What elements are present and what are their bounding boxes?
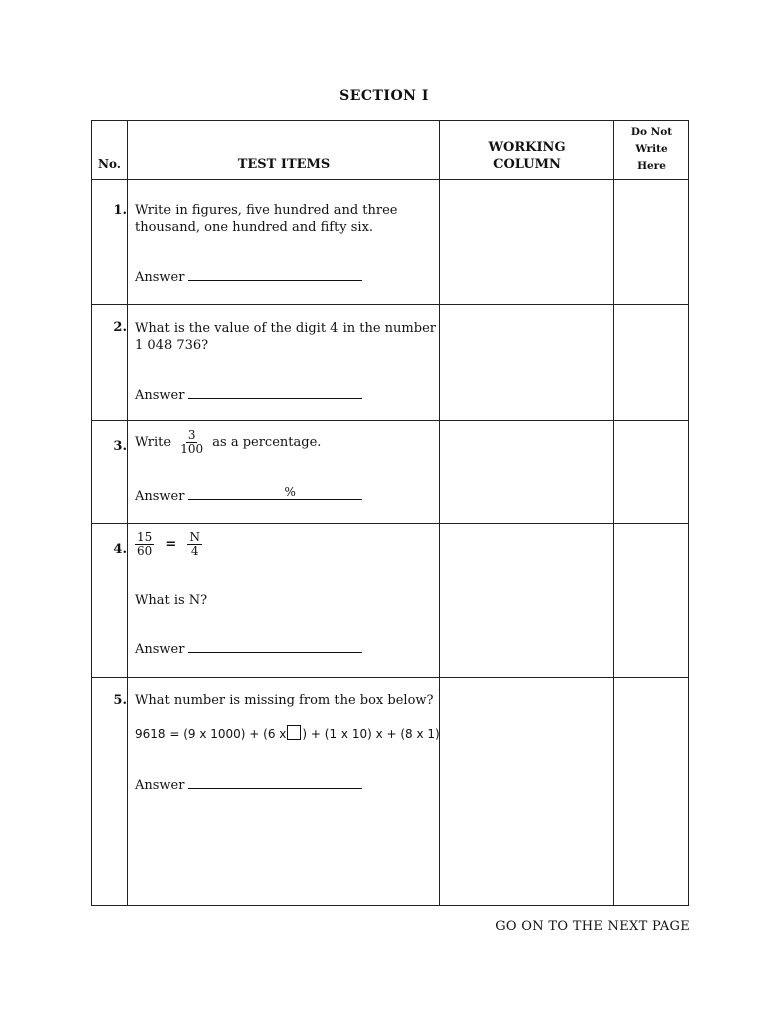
question-2-line2: 1 048 736?	[135, 338, 209, 353]
fraction-right	[187, 531, 202, 558]
equals-sign: =	[165, 537, 177, 552]
footer-next-page: GO ON TO THE NEXT PAGE	[495, 919, 690, 934]
header-do-not-write	[614, 124, 689, 175]
fraction	[178, 429, 205, 456]
fraction-denominator: 4	[190, 544, 199, 558]
header-dnw-line2: Write	[635, 143, 668, 155]
question-4-number: 4.	[113, 542, 127, 557]
question-4-equation	[132, 531, 442, 558]
question-2-text	[135, 320, 455, 354]
header-no: No.	[98, 157, 121, 171]
row-divider	[92, 304, 688, 305]
row-divider	[92, 420, 688, 421]
fraction-denominator: 100	[180, 442, 204, 456]
missing-number-box	[287, 725, 301, 740]
question-2-line1: What is the value of the digit 4 in the number	[135, 321, 436, 336]
question-1-line2: thousand, one hundred and fifty six.	[135, 220, 374, 235]
percent-sign: %	[284, 485, 296, 499]
question-3-answer	[135, 485, 362, 504]
column-divider-no	[127, 121, 128, 905]
fraction-numerator: N	[189, 530, 200, 544]
row-divider	[92, 523, 688, 524]
equation-part2: ) + (1 x 10) x + (8 x 1)	[302, 727, 440, 741]
answer-label: Answer	[135, 388, 185, 403]
answer-label: Answer	[135, 270, 185, 285]
question-5-answer	[135, 777, 362, 793]
question-1-line1: Write in figures, five hundred and three	[135, 203, 398, 218]
header-working-column	[440, 139, 614, 173]
column-divider-working	[613, 121, 614, 905]
answer-blank[interactable]	[188, 387, 362, 399]
column-divider-items	[439, 121, 440, 905]
question-5-equation	[135, 725, 455, 743]
question-1-number: 1.	[113, 203, 127, 218]
section-title: SECTION I	[339, 88, 429, 104]
answer-blank[interactable]	[188, 269, 362, 281]
header-dnw-line3: Here	[637, 160, 666, 172]
question-3-text	[135, 429, 445, 456]
header-test-items: TEST ITEMS	[237, 157, 331, 172]
row-divider	[92, 677, 688, 678]
header-working-line2: COLUMN	[493, 157, 561, 172]
question-2-answer	[135, 387, 362, 403]
header-dnw-line1: Do Not	[630, 126, 673, 138]
question-3-suffix: as a percentage.	[212, 435, 322, 450]
header-divider	[92, 179, 688, 180]
question-1-text	[135, 202, 445, 236]
question-4-text: What is N?	[135, 593, 208, 608]
equation-part1: 9618 = (9 x 1000) + (6 x	[135, 727, 287, 741]
question-5-text: What number is missing from the box below?	[135, 693, 434, 708]
fraction-numerator: 3	[187, 428, 196, 442]
answer-label: Answer	[135, 778, 185, 793]
question-2-number: 2.	[113, 320, 127, 335]
answer-blank[interactable]	[188, 641, 362, 653]
fraction-left	[135, 531, 154, 558]
question-3-number: 3.	[113, 439, 127, 454]
question-3-prefix: Write	[135, 435, 172, 450]
answer-label: Answer	[135, 642, 185, 657]
test-table	[91, 120, 689, 906]
answer-blank[interactable]	[188, 485, 362, 500]
question-1-answer	[135, 269, 362, 285]
question-4-answer	[135, 641, 362, 657]
fraction-denominator: 60	[137, 544, 153, 558]
header-working-line1: WORKING	[488, 140, 566, 155]
fraction-numerator: 15	[137, 530, 153, 544]
answer-label: Answer	[135, 489, 185, 504]
answer-blank[interactable]	[188, 777, 362, 789]
question-5-number: 5.	[113, 693, 127, 708]
